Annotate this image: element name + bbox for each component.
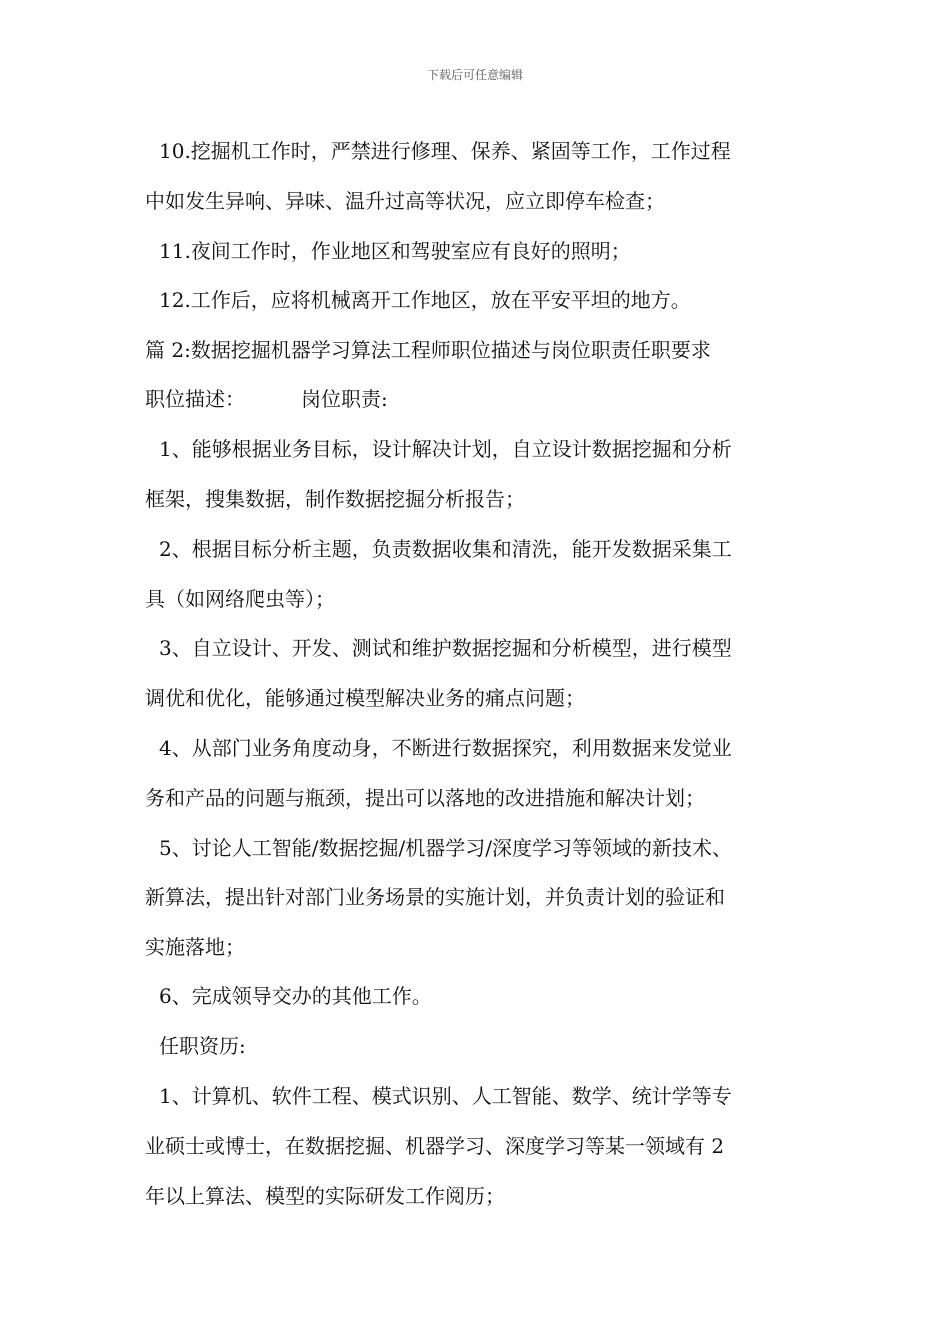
paragraph-line: 10.挖掘机工作时，严禁进行修理、保养、紧固等工作，工作过程 — [159, 139, 731, 163]
list-item: 3、自立设计、开发、测试和维护数据挖掘和分析模型，进行模型 — [159, 636, 732, 660]
page-header: 下载后可任意编辑 — [426, 68, 523, 82]
list-item-continued: 实施落地； — [145, 935, 245, 959]
paragraph-line: 12.工作后，应将机械离开工作地区，放在平安平坦的地方。 — [159, 288, 691, 312]
section-title: 篇 2:数据挖掘机器学习算法工程师职位描述与岗位职责任职要求 — [145, 338, 711, 362]
list-item-continued: 业硕士或博士，在数据挖掘、机器学习、深度学习等某一领域有 2 — [145, 1134, 725, 1158]
list-item-continued: 调优和优化，能够通过模型解决业务的痛点问题； — [145, 686, 585, 710]
list-item-continued: 年以上算法、模型的实际研发工作阅历； — [145, 1184, 505, 1208]
paragraph-line: 中如发生异响、异味、温升过高等状况，应立即停车检查； — [145, 189, 665, 213]
label-job-description: 职位描述： — [145, 387, 245, 411]
list-item: 1、能够根据业务目标，设计解决计划，自立设计数据挖掘和分析 — [159, 437, 732, 461]
list-item: 1、计算机、软件工程、模式识别、人工智能、数学、统计学等专 — [159, 1084, 732, 1108]
list-item-continued: 具（如网络爬虫等）； — [145, 587, 335, 611]
list-item: 6、完成领导交办的其他工作。 — [159, 984, 432, 1008]
label-job-duties: 岗位职责: — [301, 387, 388, 411]
list-item: 5、讨论人工智能/数据挖掘/机器学习/深度学习等领域的新技术、 — [159, 836, 732, 860]
list-item: 2、根据目标分析主题，负责数据收集和清洗，能开发数据采集工 — [159, 537, 732, 561]
list-item-continued: 新算法，提出针对部门业务场景的实施计划，并负责计划的验证和 — [145, 885, 725, 909]
list-item-continued: 务和产品的问题与瓶颈，提出可以落地的改进措施和解决计划； — [145, 786, 705, 810]
paragraph-line: 11.夜间工作时，作业地区和驾驶室应有良好的照明； — [159, 239, 631, 263]
list-item: 4、从部门业务角度动身，不断进行数据探究，利用数据来发觉业 — [159, 736, 732, 760]
list-item-continued: 框架，搜集数据，制作数据挖掘分析报告； — [145, 487, 525, 511]
section-heading-qualifications: 任职资历: — [159, 1034, 246, 1058]
